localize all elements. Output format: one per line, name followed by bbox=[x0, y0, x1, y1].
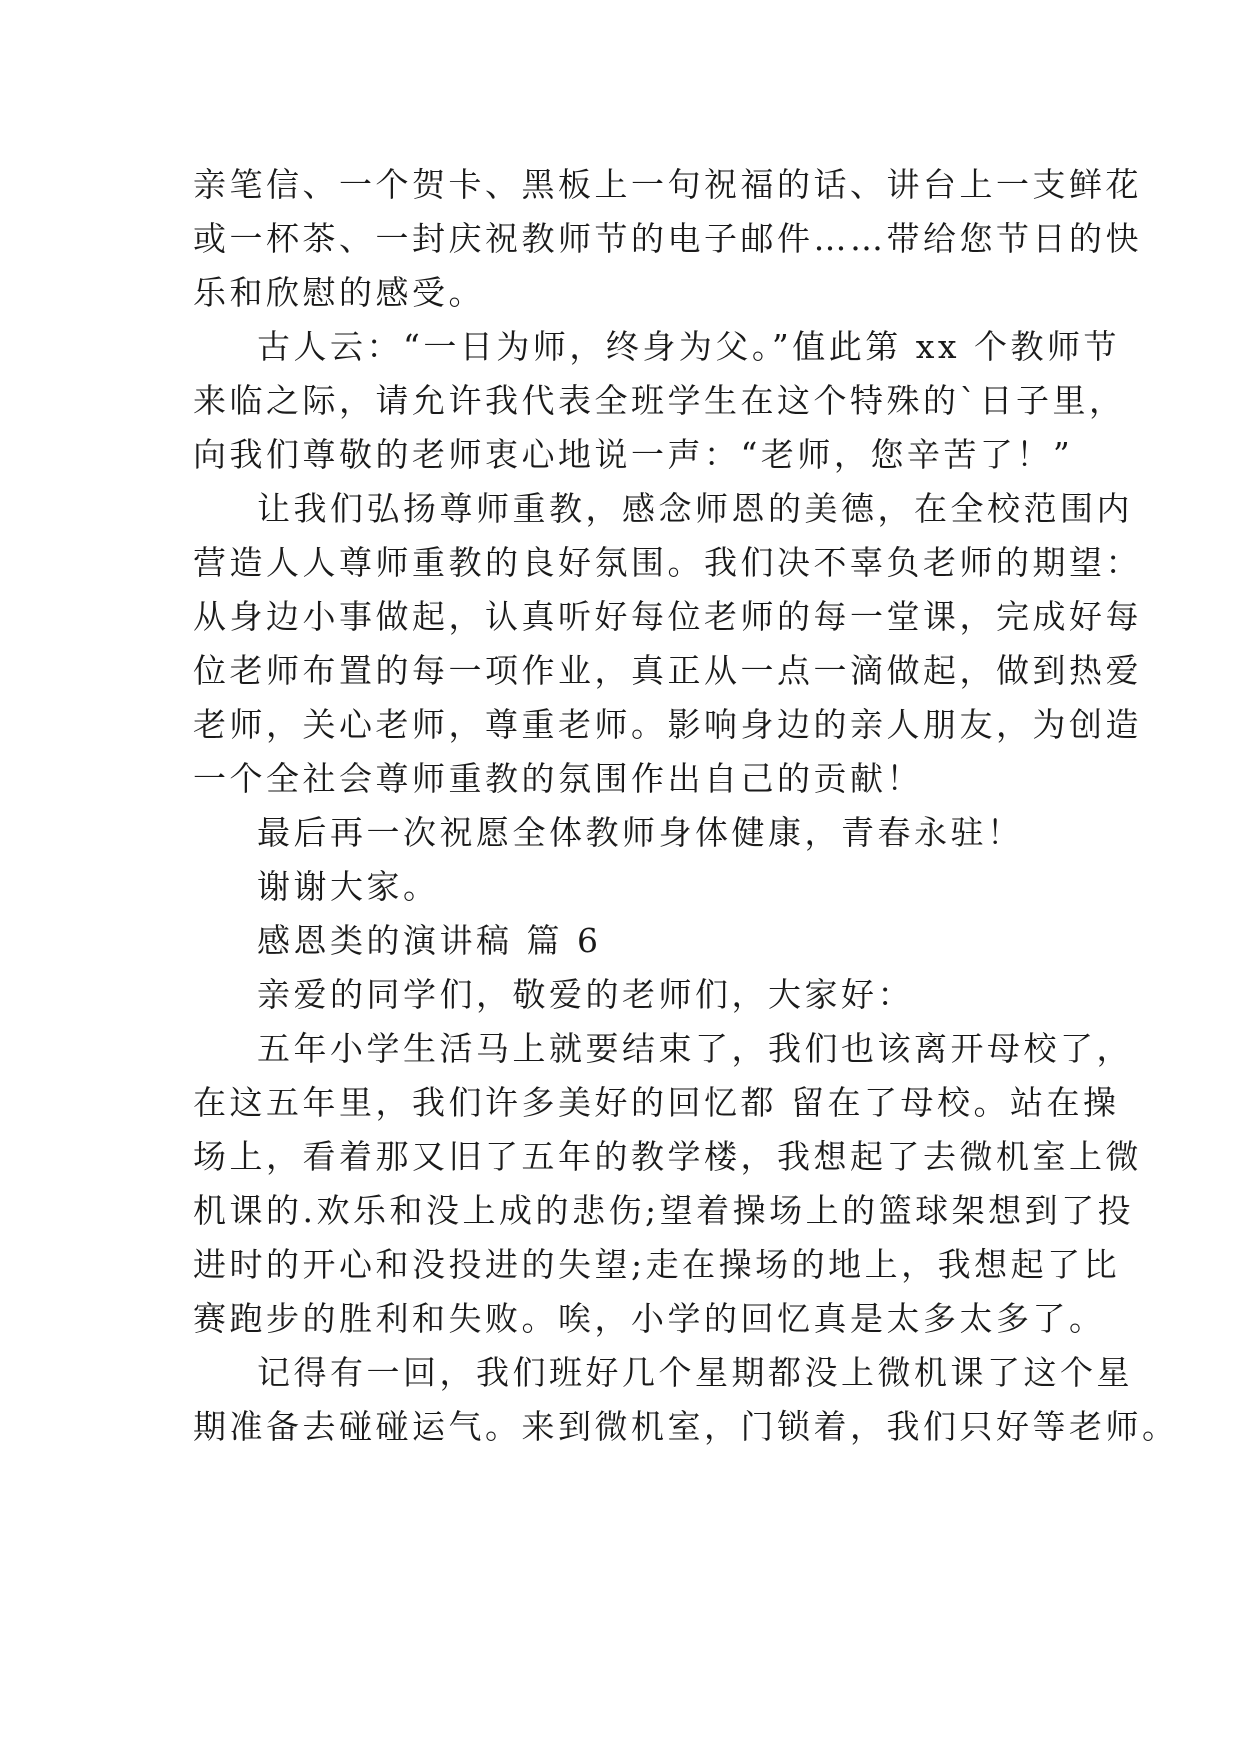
text-line: 让我们弘扬尊师重教，感念师恩的美德，在全校范围内 bbox=[257, 489, 1133, 528]
text-line: 进时的开心和没投进的失望;走在操场的地上，我想起了比 bbox=[193, 1245, 1121, 1284]
text-line: 一个全社会尊师重教的氛围作出自己的贡献！ bbox=[193, 759, 923, 798]
text-line: 机课的.欢乐和没上成的悲伤;望着操场上的篮球架想到了投 bbox=[193, 1191, 1135, 1230]
section-heading: 感恩类的演讲稿 篇 6 bbox=[257, 921, 602, 960]
text-line: 场上，看着那又旧了五年的教学楼，我想起了去微机室上微 bbox=[193, 1137, 1142, 1176]
text-line: 来临之际，请允许我代表全班学生在这个特殊的`日子里， bbox=[193, 381, 1126, 420]
text-line: 亲爱的同学们，敬爱的老师们，大家好： bbox=[257, 975, 914, 1014]
text-line: 谢谢大家。 bbox=[257, 867, 440, 906]
text-line: 营造人人尊师重教的良好氛围。我们决不辜负老师的期望： bbox=[193, 543, 1142, 582]
text-line: 向我们尊敬的老师衷心地说一声：“老师，您辛苦了！” bbox=[193, 435, 1074, 474]
text-line: 乐和欣慰的感受。 bbox=[193, 273, 485, 312]
text-line: 位老师布置的每一项作业，真正从一点一滴做起，做到热爱 bbox=[193, 651, 1142, 690]
text-line: 最后再一次祝愿全体教师身体健康，青春永驻！ bbox=[257, 813, 1024, 852]
text-line: 期准备去碰碰运气。来到微机室，门锁着，我们只好等老师。 bbox=[193, 1407, 1179, 1446]
text-line: 从身边小事做起，认真听好每位老师的每一堂课，完成好每 bbox=[193, 597, 1142, 636]
text-line: 古人云：“一日为师，终身为父。”值此第 xx 个教师节 bbox=[257, 327, 1120, 366]
text-line: 亲笔信、一个贺卡、黑板上一句祝福的话、讲台上一支鲜花 bbox=[193, 165, 1142, 204]
text-line: 老师，关心老师，尊重老师。影响身边的亲人朋友，为创造 bbox=[193, 705, 1142, 744]
text-line: 或一杯茶、一封庆祝教师节的电子邮件……带给您节日的快 bbox=[193, 219, 1142, 258]
text-line: 记得有一回，我们班好几个星期都没上微机课了这个星 bbox=[257, 1353, 1133, 1392]
text-line: 五年小学生活马上就要结束了，我们也该离开母校了， bbox=[257, 1029, 1133, 1068]
text-line: 在这五年里，我们许多美好的回忆都 留在了母校。站在操 bbox=[193, 1083, 1120, 1122]
document-body bbox=[193, 158, 1179, 1454]
text-line: 赛跑步的胜利和失败。唉，小学的回忆真是太多太多了。 bbox=[193, 1299, 1106, 1338]
